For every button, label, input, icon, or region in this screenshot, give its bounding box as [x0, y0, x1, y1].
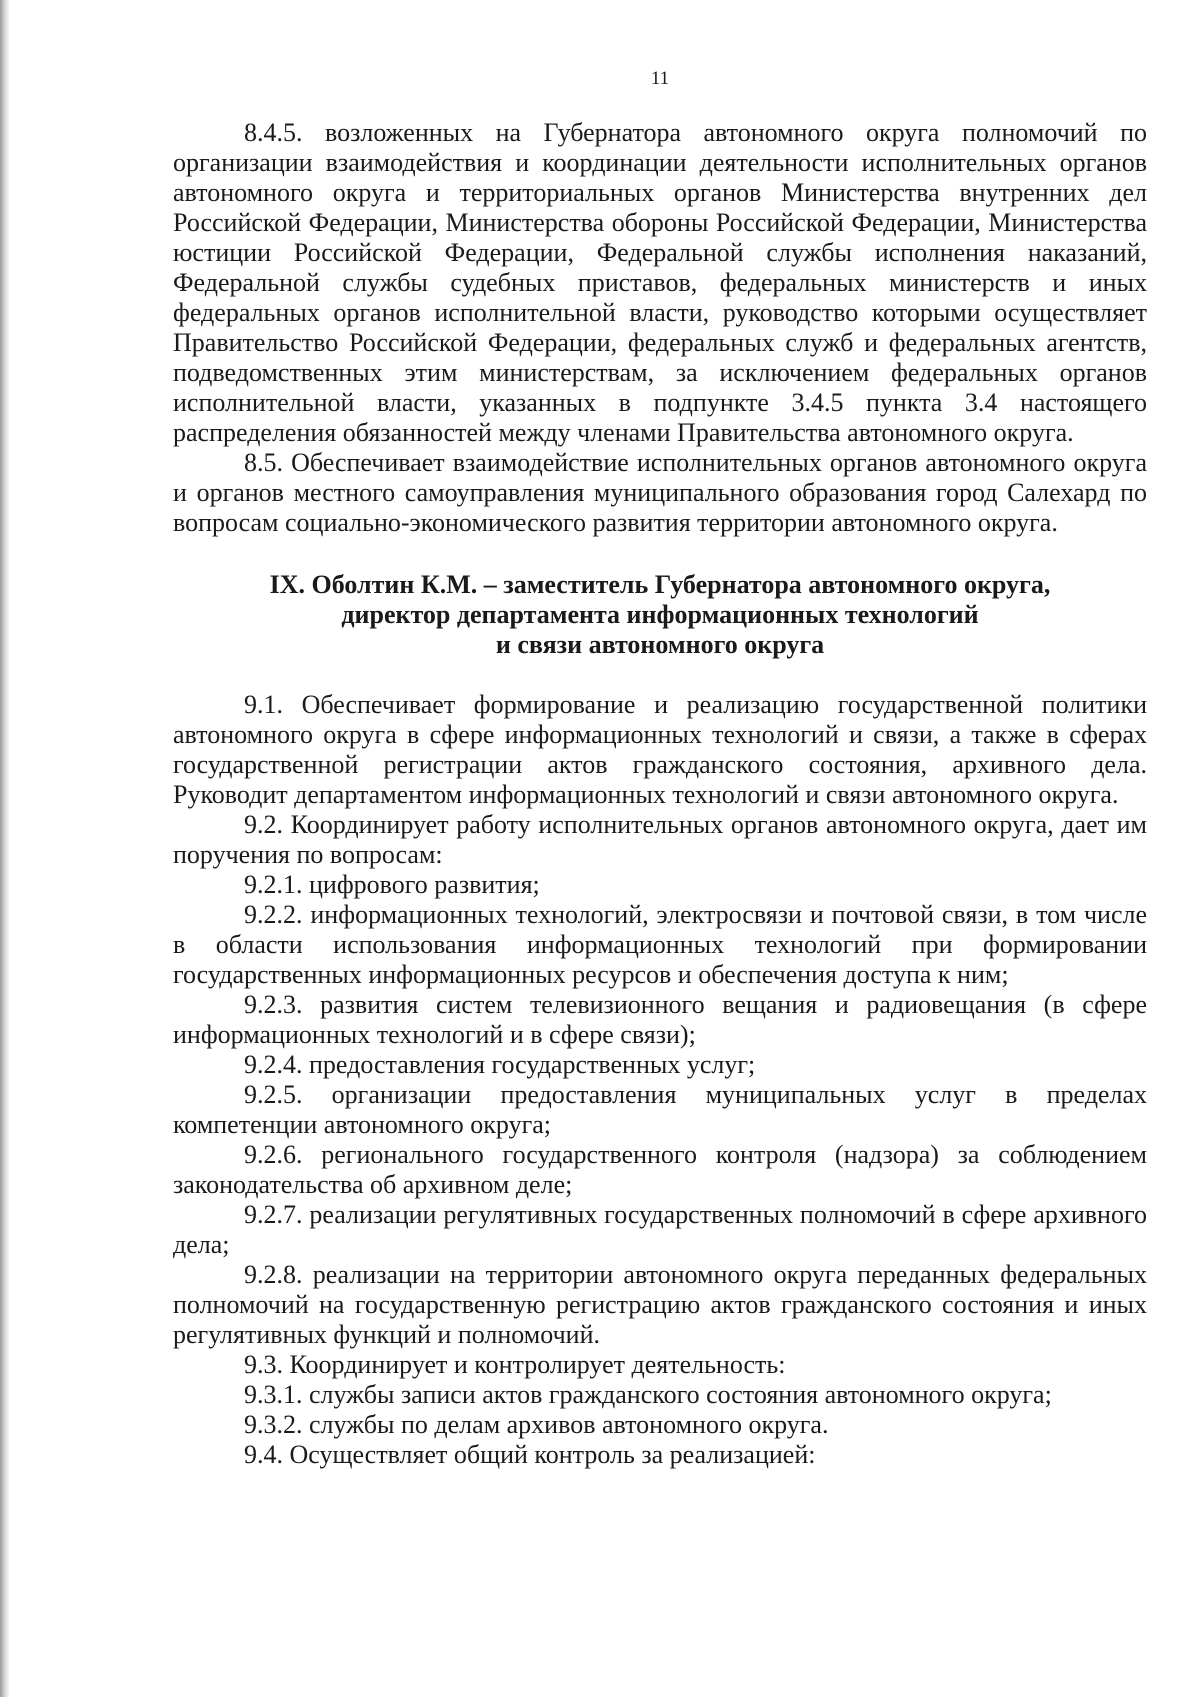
paragraph-9-2-7: 9.2.7. реализации регулятивных государственных полномочий в сфере архивного дела; — [173, 1200, 1147, 1259]
paragraph-9-2-3: 9.2.3. развития систем телевизионного вещания и радиовещания (в сфере информационных технологий и в сфере связи); — [173, 990, 1147, 1049]
paragraph-9-2-5: 9.2.5. организации предоставления муниципальных услуг в пределах компетенции автономного округа; — [173, 1080, 1147, 1139]
section-heading — [173, 570, 1147, 660]
paragraph-9-2-8: 9.2.8. реализации на территории автономного округа переданных федеральных полномочий на государственную регистрацию актов гражданского состояния и иных регулятивных функций и полномочий. — [173, 1260, 1147, 1349]
heading-line-1: IX. Оболтин К.М. – заместитель Губернатора автономного округа, — [269, 570, 1051, 599]
paragraph-9-2-1: 9.2.1. цифрового развития; — [244, 870, 540, 899]
paragraph-9-2-2: 9.2.2. информационных технологий, электросвязи и почтовой связи, в том числе в области использования информационных технологий при формировании государственных информационных ресурсов и обеспечения доступа к ним; — [173, 900, 1147, 989]
page-number: 11 — [650, 68, 670, 89]
paragraph-9-4: 9.4. Осуществляет общий контроль за реализацией: — [244, 1440, 816, 1469]
paragraph-9-2: 9.2. Координирует работу исполнительных органов автономного округа, дает им поручения по вопросам: — [173, 810, 1147, 869]
heading-line-3: и связи автономного округа — [495, 630, 825, 659]
paragraph-9-2-4: 9.2.4. предоставления государственных услуг; — [244, 1050, 756, 1079]
heading-line-2: директор департамента информационных технологий — [341, 600, 979, 629]
paragraph-9-3-1: 9.3.1. службы записи актов гражданского состояния автономного округа; — [244, 1380, 1052, 1409]
paragraph-9-1: 9.1. Обеспечивает формирование и реализацию государственной политики автономного округа в сфере информационных технологий и связи, а также в сферах государственной регистрации актов гражданского состояния, архивного дела. Руководит департаментом информационных технологий и связи автономного округа. — [173, 690, 1147, 809]
paragraph-9-3: 9.3. Координирует и контролирует деятельность: — [244, 1350, 786, 1379]
paragraph-8-4-5: 8.4.5. возложенных на Губернатора автономного округа полномочий по организации взаимодействия и координации деятельности исполнительных органов автономного округа и территориальных органов Министерства внутренних дел Российской Федерации, Министерства обороны Российской Федерации, Министерства юстиции Российской Федерации, Федеральной службы исполнения наказаний, Федеральной службы судебных приставов, федеральных министерств и иных федеральных органов исполнительной власти, руководство которыми осуществляет Правительство Российской Федерации, федеральных служб и федеральных агентств, подведомственных этим министерствам, за исключением федеральных органов исполнительной власти, указанных в подпункте 3.4.5 пункта 3.4 настоящего распределения обязанностей между членами Правительства автономного округа. — [173, 118, 1147, 447]
paragraph-8-5: 8.5. Обеспечивает взаимодействие исполнительных органов автономного округа и органов местного самоуправления муниципального образования город Салехард по вопросам социально-экономического развития территории автономного округа. — [173, 448, 1147, 537]
paragraph-9-3-2: 9.3.2. службы по делам архивов автономного округа. — [244, 1410, 829, 1439]
paragraph-9-2-6: 9.2.6. регионального государственного контроля (надзора) за соблюдением законодательства об архивном деле; — [173, 1140, 1147, 1199]
document-body — [173, 118, 1147, 1470]
